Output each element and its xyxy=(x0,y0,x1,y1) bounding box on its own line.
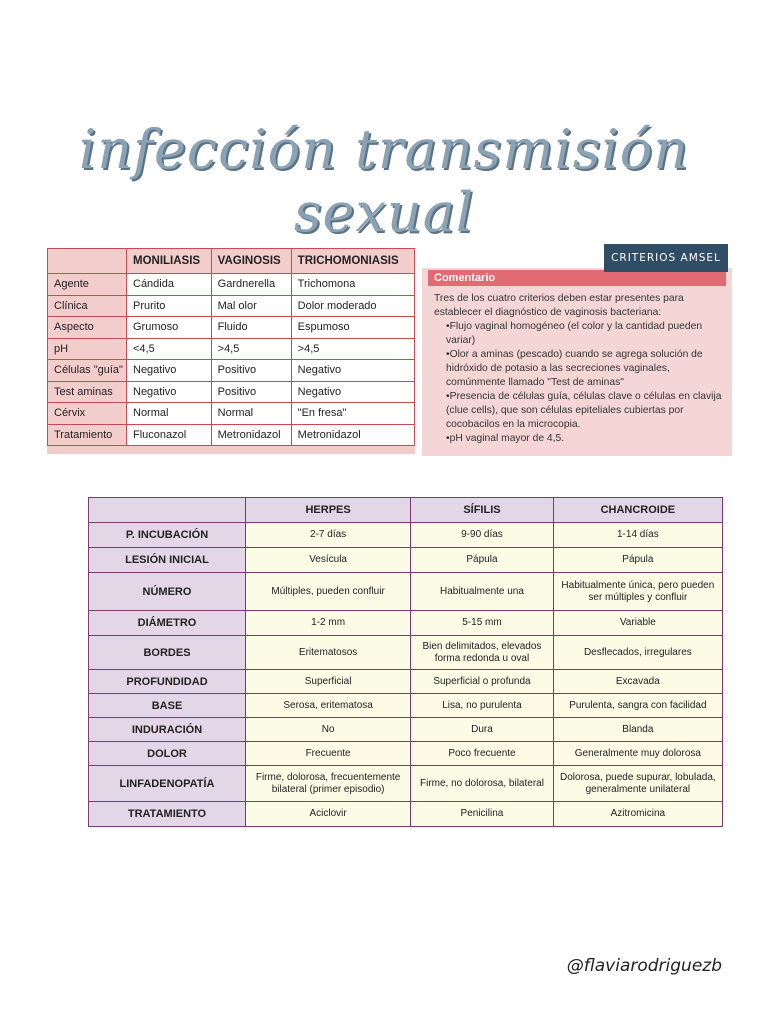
table-header-row xyxy=(89,498,723,523)
table-cell: Mal olor xyxy=(211,295,291,317)
row-header-cell: Tratamiento xyxy=(48,424,127,446)
row-header-cell: PROFUNDIDAD xyxy=(89,670,246,694)
table-cell: Múltiples, pueden confluir xyxy=(246,573,411,611)
table-cell: >4,5 xyxy=(291,338,414,360)
row-header-cell: Test aminas xyxy=(48,381,127,403)
column-header: TRICHOMONIASIS xyxy=(291,249,414,274)
row-header-cell: Cérvix xyxy=(48,403,127,425)
table-cell: 1-2 mm xyxy=(246,611,411,636)
table-cell: 9-90 días xyxy=(411,523,554,548)
row-header-cell: Aspecto xyxy=(48,317,127,339)
table-cell: Negativo xyxy=(291,360,414,382)
table-cell: Fluido xyxy=(211,317,291,339)
page-title: infección transmisión sexual xyxy=(78,118,690,244)
list-item: • Olor a aminas (pescado) cuando se agrega solución de hidróxido de potasio a las secreciones vaginales, comúnmente llamado "Test de aminas" xyxy=(446,348,724,390)
row-header-cell: TRATAMIENTO xyxy=(89,802,246,827)
table-cell: Habitualmente única, pero pueden ser múltiples y confluir xyxy=(553,573,722,611)
amsel-criteria-label: CRITERIOS AMSEL xyxy=(604,244,728,272)
ulcer-table-container xyxy=(88,497,723,828)
table-cell: <4,5 xyxy=(127,338,212,360)
row-header-cell: P. INCUBACIÓN xyxy=(89,523,246,548)
comentario-box xyxy=(422,268,732,456)
column-header xyxy=(48,249,127,274)
row-header-cell: BASE xyxy=(89,694,246,718)
table-cell: Gardnerella xyxy=(211,274,291,296)
table-cell: Desflecados, irregulares xyxy=(553,636,722,670)
table-cell: >4,5 xyxy=(211,338,291,360)
table-row xyxy=(48,317,415,339)
table-row xyxy=(48,381,415,403)
table-cell: Bien delimitados, elevados forma redonda u oval xyxy=(411,636,554,670)
table-cell: Metronidazol xyxy=(211,424,291,446)
row-header-cell: DIÁMETRO xyxy=(89,611,246,636)
table-row xyxy=(48,360,415,382)
table-cell: Negativo xyxy=(127,381,212,403)
table-cell: Serosa, eritematosa xyxy=(246,694,411,718)
table-cell: Normal xyxy=(127,403,212,425)
table-cell: Prurito xyxy=(127,295,212,317)
table-row xyxy=(89,573,723,611)
table-cell: Normal xyxy=(211,403,291,425)
table-cell: Blanda xyxy=(553,718,722,742)
table-row xyxy=(48,403,415,425)
comentario-intro: Tres de los cuatro criterios deben estar presentes para establecer el diagnóstico de vaginosis bacteriana: xyxy=(434,293,684,318)
list-item: • Flujo vaginal homogéneo (el color y la cantidad pueden variar) xyxy=(446,320,724,348)
table-row xyxy=(89,523,723,548)
table-cell: Variable xyxy=(553,611,722,636)
table-row xyxy=(89,718,723,742)
table-cell: Superficial xyxy=(246,670,411,694)
row-header-cell: INDURACIÓN xyxy=(89,718,246,742)
table-cell: Pápula xyxy=(411,548,554,573)
row-header-cell: DOLOR xyxy=(89,742,246,766)
table-cell: Positivo xyxy=(211,381,291,403)
criteria-list xyxy=(434,320,724,446)
table-cell: Pápula xyxy=(553,548,722,573)
table-cell: Grumoso xyxy=(127,317,212,339)
table-cell: No xyxy=(246,718,411,742)
row-header-cell: LESIÓN INICIAL xyxy=(89,548,246,573)
row-header-cell: Células "guía" xyxy=(48,360,127,382)
row-header-cell: LINFADENOPATÍA xyxy=(89,766,246,802)
table-row xyxy=(89,548,723,573)
table-cell: Lisa, no purulenta xyxy=(411,694,554,718)
table-row xyxy=(89,694,723,718)
table-row xyxy=(89,611,723,636)
table-cell: Generalmente muy dolorosa xyxy=(553,742,722,766)
table-row xyxy=(89,742,723,766)
table-cell: Negativo xyxy=(127,360,212,382)
genital-ulcer-table xyxy=(88,497,723,827)
row-header-cell: pH xyxy=(48,338,127,360)
vaginitis-table xyxy=(47,248,415,446)
column-header: CHANCROIDE xyxy=(553,498,722,523)
table-cell: Trichomona xyxy=(291,274,414,296)
table-row xyxy=(89,670,723,694)
table-cell: Metronidazol xyxy=(291,424,414,446)
table-row xyxy=(89,766,723,802)
vaginitis-table-container xyxy=(47,248,415,454)
column-header xyxy=(89,498,246,523)
table-row xyxy=(89,636,723,670)
table-cell: Purulenta, sangra con facilidad xyxy=(553,694,722,718)
table-row xyxy=(48,274,415,296)
table-cell: "En fresa" xyxy=(291,403,414,425)
table-cell: Firme, no dolorosa, bilateral xyxy=(411,766,554,802)
table-cell: Vesícula xyxy=(246,548,411,573)
table-cell: Dura xyxy=(411,718,554,742)
column-header: MONILIASIS xyxy=(127,249,212,274)
comentario-body xyxy=(434,292,724,446)
table-cell: 1-14 días xyxy=(553,523,722,548)
table-cell: Habitualmente una xyxy=(411,573,554,611)
table-cell: Excavada xyxy=(553,670,722,694)
table-row xyxy=(89,802,723,827)
table-cell: 2-7 días xyxy=(246,523,411,548)
table-cell: Superficial o profunda xyxy=(411,670,554,694)
table-cell: Penicilina xyxy=(411,802,554,827)
column-header: SÍFILIS xyxy=(411,498,554,523)
list-item: • Presencia de células guía, células clave o células en clavija (clue cells), que son células epiteliales cubiertas por cocobacilos en la microcopia. xyxy=(446,390,724,432)
column-header: VAGINOSIS xyxy=(211,249,291,274)
row-header-cell: BORDES xyxy=(89,636,246,670)
row-header-cell: Agente xyxy=(48,274,127,296)
row-header-cell: Clínica xyxy=(48,295,127,317)
table-cell: Fluconazol xyxy=(127,424,212,446)
table-cell: Aciclovir xyxy=(246,802,411,827)
table-cell: Cándida xyxy=(127,274,212,296)
table-row xyxy=(48,424,415,446)
table-cell: Dolor moderado xyxy=(291,295,414,317)
table-row xyxy=(48,295,415,317)
comentario-header: Comentario xyxy=(428,270,726,286)
table-cell: Espumoso xyxy=(291,317,414,339)
table-cell: Poco frecuente xyxy=(411,742,554,766)
table-cell: Eritematosos xyxy=(246,636,411,670)
table-cell: Frecuente xyxy=(246,742,411,766)
table-cell: Azitromicina xyxy=(553,802,722,827)
table-cell: Dolorosa, puede supurar, lobulada, generalmente unilateral xyxy=(553,766,722,802)
column-header: HERPES xyxy=(246,498,411,523)
table-cell: 5-15 mm xyxy=(411,611,554,636)
table-cell: Firme, dolorosa, frecuentemente bilateral (primer episodio) xyxy=(246,766,411,802)
list-item: • pH vaginal mayor de 4,5. xyxy=(446,432,724,446)
author-credit: @flaviarodriguezb xyxy=(566,956,722,976)
table-cell: Negativo xyxy=(291,381,414,403)
table-header-row xyxy=(48,249,415,274)
table-cell: Positivo xyxy=(211,360,291,382)
table-row xyxy=(48,338,415,360)
row-header-cell: NÚMERO xyxy=(89,573,246,611)
